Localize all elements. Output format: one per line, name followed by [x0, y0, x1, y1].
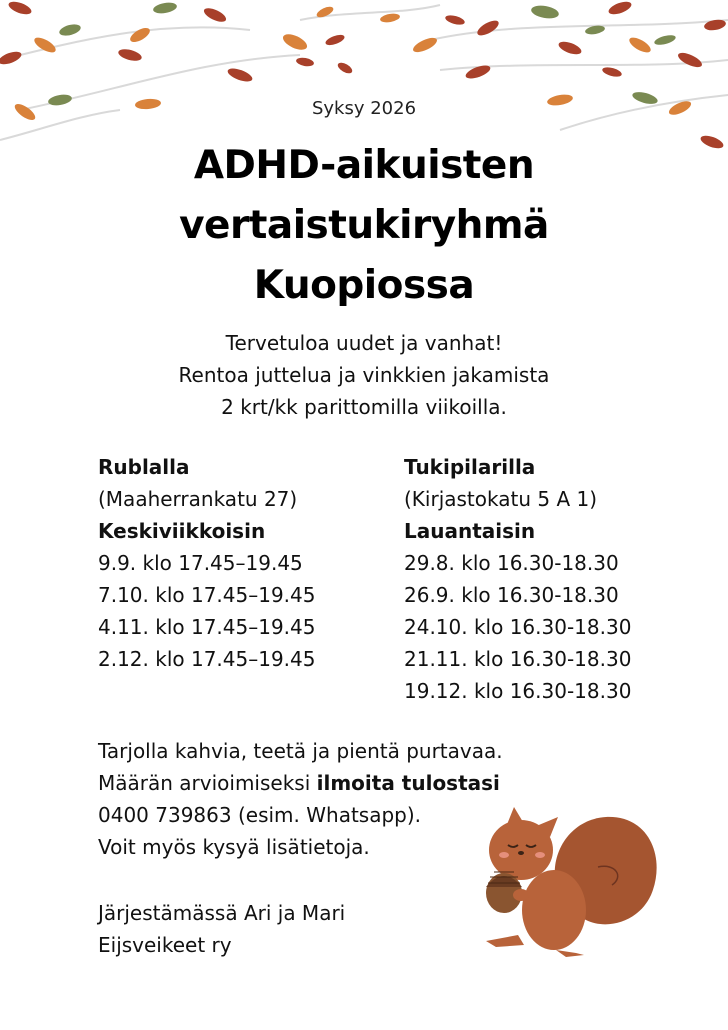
season-label: Syksy 2026 — [311, 98, 417, 119]
info-text — [98, 735, 503, 863]
title-line-1: ADHD-aikuisten — [193, 143, 535, 188]
info-line-2 — [98, 767, 503, 799]
venue-name: Tukipilarilla — [404, 455, 536, 479]
intro-line-3: 2 krt/kk parittomilla viikoilla. — [221, 395, 507, 419]
title-line-3: Kuopiossa — [253, 263, 475, 308]
venue-weekday: Lauantaisin — [404, 519, 536, 543]
schedule-date: 2.12. klo 17.45–19.45 — [98, 647, 316, 671]
info-phone: 0400 739863 (esim. Whatsapp). — [98, 803, 422, 827]
schedule-date: 24.10. klo 16.30-18.30 — [404, 615, 632, 639]
info-line-2-text: Määrän arvioimiseksi — [98, 771, 317, 795]
organizer-line-1: Järjestämässä Ari ja Mari — [98, 901, 346, 925]
info-line-4: Voit myös kysyä lisätietoja. — [98, 835, 370, 859]
schedule-date: 7.10. klo 17.45–19.45 — [98, 583, 316, 607]
page-title — [0, 136, 728, 316]
title-line-2: vertaistukiryhmä — [179, 203, 549, 248]
squirrel-illustration — [466, 805, 666, 965]
venue-name: Rublalla — [98, 455, 190, 479]
venue-weekday: Keskiviikkoisin — [98, 519, 266, 543]
venue-tukipilarilla — [404, 451, 631, 707]
intro-line-2: Rentoa juttelua ja vinkkien jakamista — [178, 363, 550, 387]
squirrel-body — [522, 870, 586, 950]
organizer-text — [98, 897, 345, 961]
organizer-line-2: Eijsveikeet ry — [98, 933, 232, 957]
venue-address: (Maaherrankatu 27) — [98, 487, 298, 511]
intro-text — [0, 327, 728, 423]
venue-address: (Kirjastokatu 5 A 1) — [404, 487, 598, 511]
intro-line-1: Tervetuloa uudet ja vanhat! — [225, 331, 503, 355]
signup-emphasis: ilmoita tulostasi — [316, 771, 500, 795]
schedule-date: 21.11. klo 16.30-18.30 — [404, 647, 632, 671]
schedule-date: 19.12. klo 16.30-18.30 — [404, 679, 632, 703]
schedule-date: 4.11. klo 17.45–19.45 — [98, 615, 316, 639]
schedule-date: 29.8. klo 16.30-18.30 — [404, 551, 619, 575]
schedule-date: 26.9. klo 16.30-18.30 — [404, 583, 619, 607]
venue-rublalla — [98, 451, 316, 675]
schedule-date: 9.9. klo 17.45–19.45 — [98, 551, 303, 575]
info-line-1: Tarjolla kahvia, teetä ja pientä purtavaa. — [98, 739, 503, 763]
